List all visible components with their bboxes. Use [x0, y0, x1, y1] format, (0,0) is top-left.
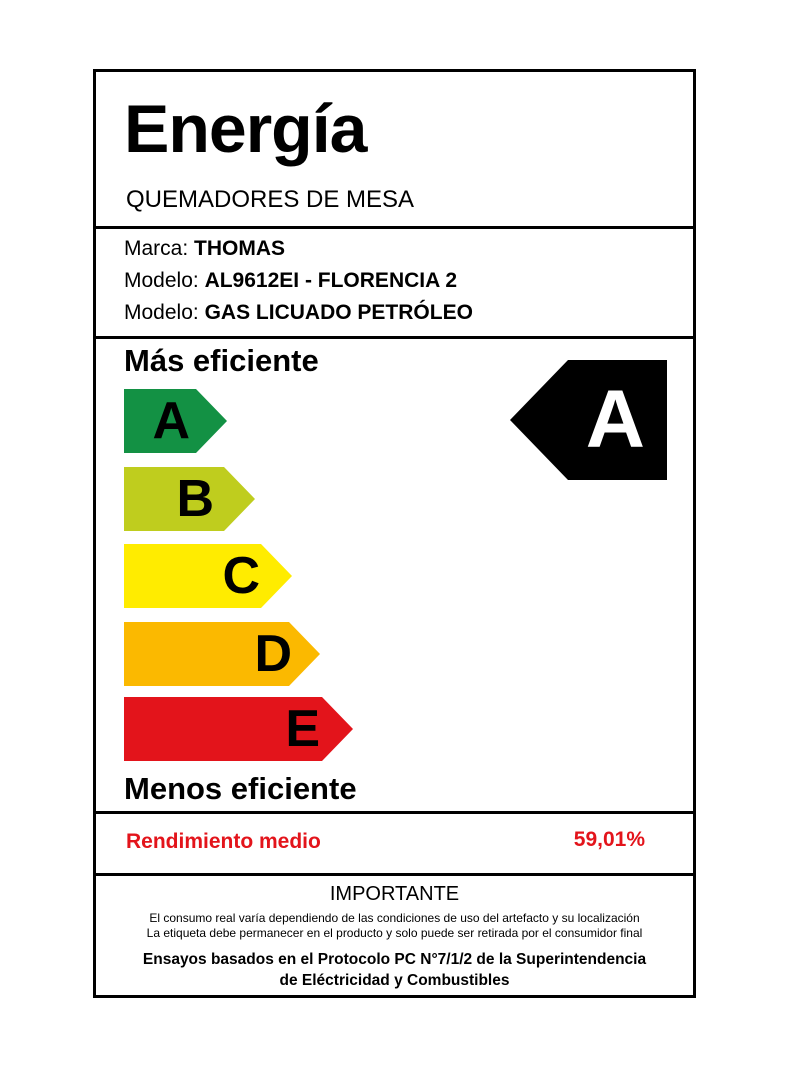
- class-bar-b: [124, 467, 255, 531]
- class-b-letter: B: [176, 470, 214, 528]
- class-bar-c: [124, 544, 292, 608]
- product-info-section: [96, 229, 693, 339]
- header-section: [96, 72, 693, 229]
- gas-type-line: [124, 301, 473, 325]
- class-a-letter: A: [152, 392, 190, 450]
- model-value: AL9612EI - FLORENCIA 2: [204, 269, 458, 292]
- rating-letter: A: [585, 374, 645, 465]
- brand-value: THOMAS: [194, 237, 286, 260]
- protocol-line-1: Ensayos basados en el Protocolo PC N°7/1/2 de la Superintendencia: [142, 951, 647, 968]
- important-title: IMPORTANTE: [329, 883, 460, 905]
- consumption-note: El consumo real varía dependiendo de las condiciones de uso del artefacto y su localización: [149, 911, 640, 925]
- model-label: Modelo:: [124, 269, 199, 292]
- protocol-line-2: de Eléctricidad y Combustibles: [279, 972, 510, 989]
- label-removal-note: La etiqueta debe permanecer en el producto y solo puede ser retirada por el consumidor final: [146, 926, 643, 940]
- class-bar-a: [124, 389, 227, 453]
- performance-section: [96, 814, 693, 876]
- class-bar-e: [124, 697, 353, 761]
- most-efficient-label: Más eficiente: [124, 343, 319, 378]
- class-bar-d: [124, 622, 320, 686]
- brand-label: Marca:: [124, 237, 189, 260]
- average-performance-label: Rendimiento medio: [126, 830, 321, 853]
- label-title: Energía: [124, 91, 367, 167]
- product-category: QUEMADORES DE MESA: [126, 186, 415, 213]
- class-e-letter: E: [285, 700, 320, 758]
- brand-line: [124, 237, 285, 261]
- efficiency-scale-section: [96, 339, 693, 814]
- least-efficient-label: Menos eficiente: [124, 771, 357, 806]
- gas-type-value: GAS LICUADO PETRÓLEO: [204, 301, 473, 324]
- important-section: [96, 876, 693, 995]
- class-d-letter: D: [254, 625, 292, 683]
- energy-label: [93, 69, 696, 998]
- gas-type-label: Modelo:: [124, 301, 199, 324]
- class-c-letter: C: [222, 547, 260, 605]
- average-performance-value: 59,01%: [573, 828, 645, 851]
- model-line: [124, 269, 457, 293]
